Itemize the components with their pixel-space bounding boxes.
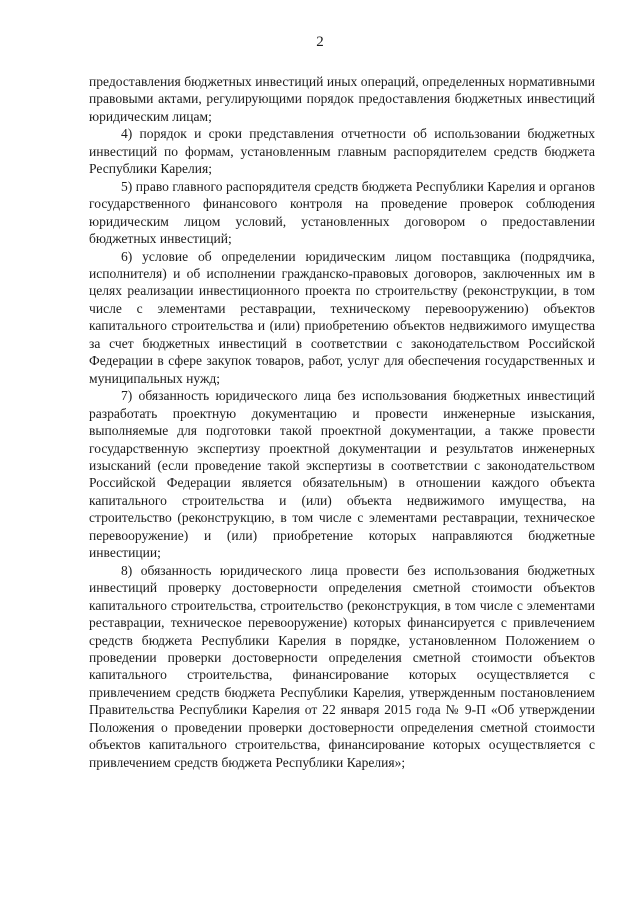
page-number: 2: [316, 34, 324, 50]
paragraph-item-5: 5) право главного распорядителя средств бюджета Республики Карелия и органов государственного финансового контроля на проведение проверок соблюдения юридическим лицом условий, установленных договором о предоставлении бюджетных инвестиций;: [89, 178, 595, 247]
document-body: [89, 73, 595, 771]
paragraph-item-4: 4) порядок и сроки представления отчетности об использовании бюджетных инвестиций по формам, установленным главным распорядителем средств бюджета Республики Карелия;: [89, 126, 595, 177]
paragraph-item-8: 8) обязанность юридического лица провести без использования бюджетных инвестиций проверку достоверности определения сметной стоимости объектов капитального строительства, строительство (реконструкция, в том числе с элементами реставрации, техническое перевооружение) которых финансируется с привлечением средств бюджета Республики Карелия в порядке, установленном Положением о проведении проверки достоверности определения сметной стоимости объектов капитального строительства, финансирование которых осуществляется с привлечением средств бюджета Республики Карелия, утвержденным постановлением Правительства Республики Карелия от 22 января 2015 года № 9-П «Об утверждении Положения о проведении проверки достоверности определения сметной стоимости объектов капитального строительства, финансирование которых осуществляется с привлечением средств бюджета Республики Карелия»;: [89, 562, 595, 770]
paragraph-continuation: предоставления бюджетных инвестиций иных операций, определенных нормативными правовыми актами, регулирующими порядок предоставления бюджетных инвестиций юридическим лицам;: [89, 74, 595, 124]
paragraph-item-6: 6) условие об определении юридическим лицом поставщика (подрядчика, исполнителя) и об исполнении гражданско-правовых договоров, заключенных им в целях реализации инвестиционного проекта по строительству (реконструкции, в том числе с элементами реставрации, техническому перевооружению) объектов капитального строительства и (или) приобретению объектов недвижимого имущества за счет бюджетных инвестиций в соответствии с законодательством Российской Федерации в сфере закупок товаров, работ, услуг для обеспечения государственных и муниципальных нужд;: [89, 248, 595, 386]
paragraph-item-7: 7) обязанность юридического лица без использования бюджетных инвестиций разработать проектную документацию и провести инженерные изыскания, выполняемые для подготовки такой проектной документации, а также провести государственную экспертизу проектной документации и результатов инженерных изысканий (если проведение такой экспертизы в соответствии с законодательством Российской Федерации является обязательным) в отношении каждого объекта капитального строительства и (или) объекта недвижимого имущества, на строительство (реконструкцию, в том числе с элементами реставрации, техническое перевооружение) и (или) приобретение которых направляются бюджетные инвестиции;: [89, 388, 595, 561]
